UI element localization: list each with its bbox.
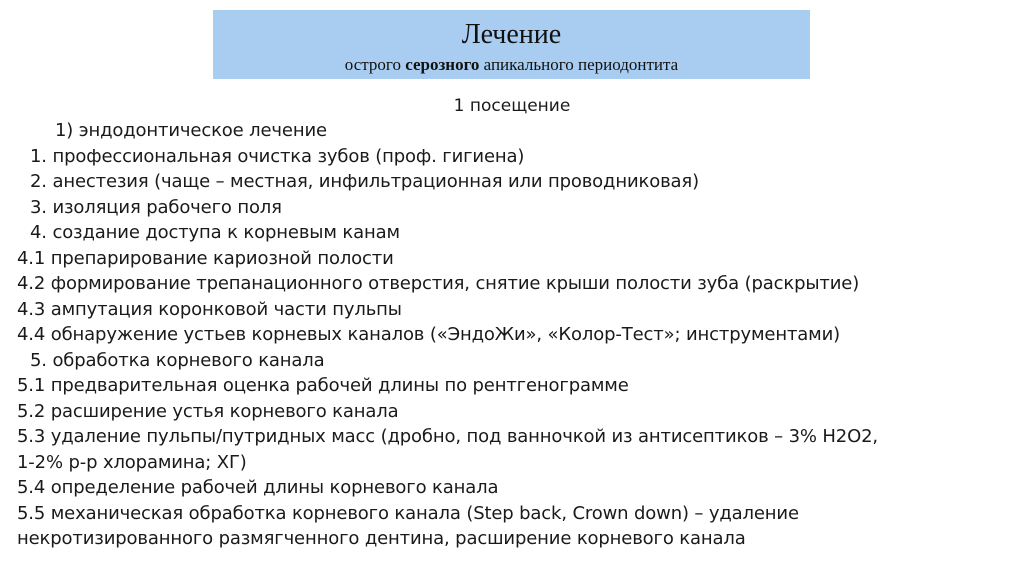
visit-heading: 1 посещение — [453, 96, 571, 116]
list-item: 3. изоляция рабочего поля — [30, 196, 282, 218]
treatment-steps-list — [17, 118, 1007, 552]
list-item: 4. создание доступа к корневым канам — [30, 222, 400, 243]
list-item: 5.3 удаление пульпы/путридных масс (дробно, под ванночкой из антисептиков – 3% Н2О2, — [17, 426, 878, 447]
list-item: некротизированного размягченного дентина, расширение корневого канала — [17, 528, 746, 549]
list-item: 5. обработка корневого канала — [30, 349, 325, 371]
subtitle-after: апикального периодонтита — [479, 55, 679, 74]
list-item: 5.5 механическая обработка корневого канала (Step back, Crown down) – удаление — [17, 502, 799, 524]
list-item: 1) эндодонтическое лечение — [55, 120, 327, 141]
list-item: 4.4 обнаружение устьев корневых каналов («ЭндоЖи», «Колор-Тест»; инструментами) — [17, 324, 841, 345]
slide-title: Лечение — [461, 19, 562, 50]
list-item: 5.2 расширение устья корневого канала — [17, 400, 399, 422]
list-item: 1-2% р-р хлорамина; ХГ) — [17, 451, 247, 473]
list-item: 4.2 формирование трепанационного отверстия, снятие крыши полости зуба (раскрытие) — [17, 273, 860, 294]
list-item: 4.1 препарирование кариозной полости — [17, 247, 394, 269]
list-item: 5.4 определение рабочей длины корневого канала — [17, 477, 499, 498]
title-box — [213, 10, 810, 79]
slide-subtitle — [213, 55, 810, 75]
list-item: 1. профессиональная очистка зубов (проф. гигиена) — [30, 145, 525, 167]
subtitle-before: острого — [344, 55, 406, 74]
list-item: 5.1 предварительная оценка рабочей длины по рентгенограмме — [17, 375, 629, 396]
subtitle-bold: серозного — [405, 55, 480, 74]
list-item: 4.3 ампутация коронковой части пульпы — [17, 298, 402, 320]
list-item: 2. анестезия (чаще – местная, инфильтрационная или проводниковая) — [30, 171, 699, 192]
